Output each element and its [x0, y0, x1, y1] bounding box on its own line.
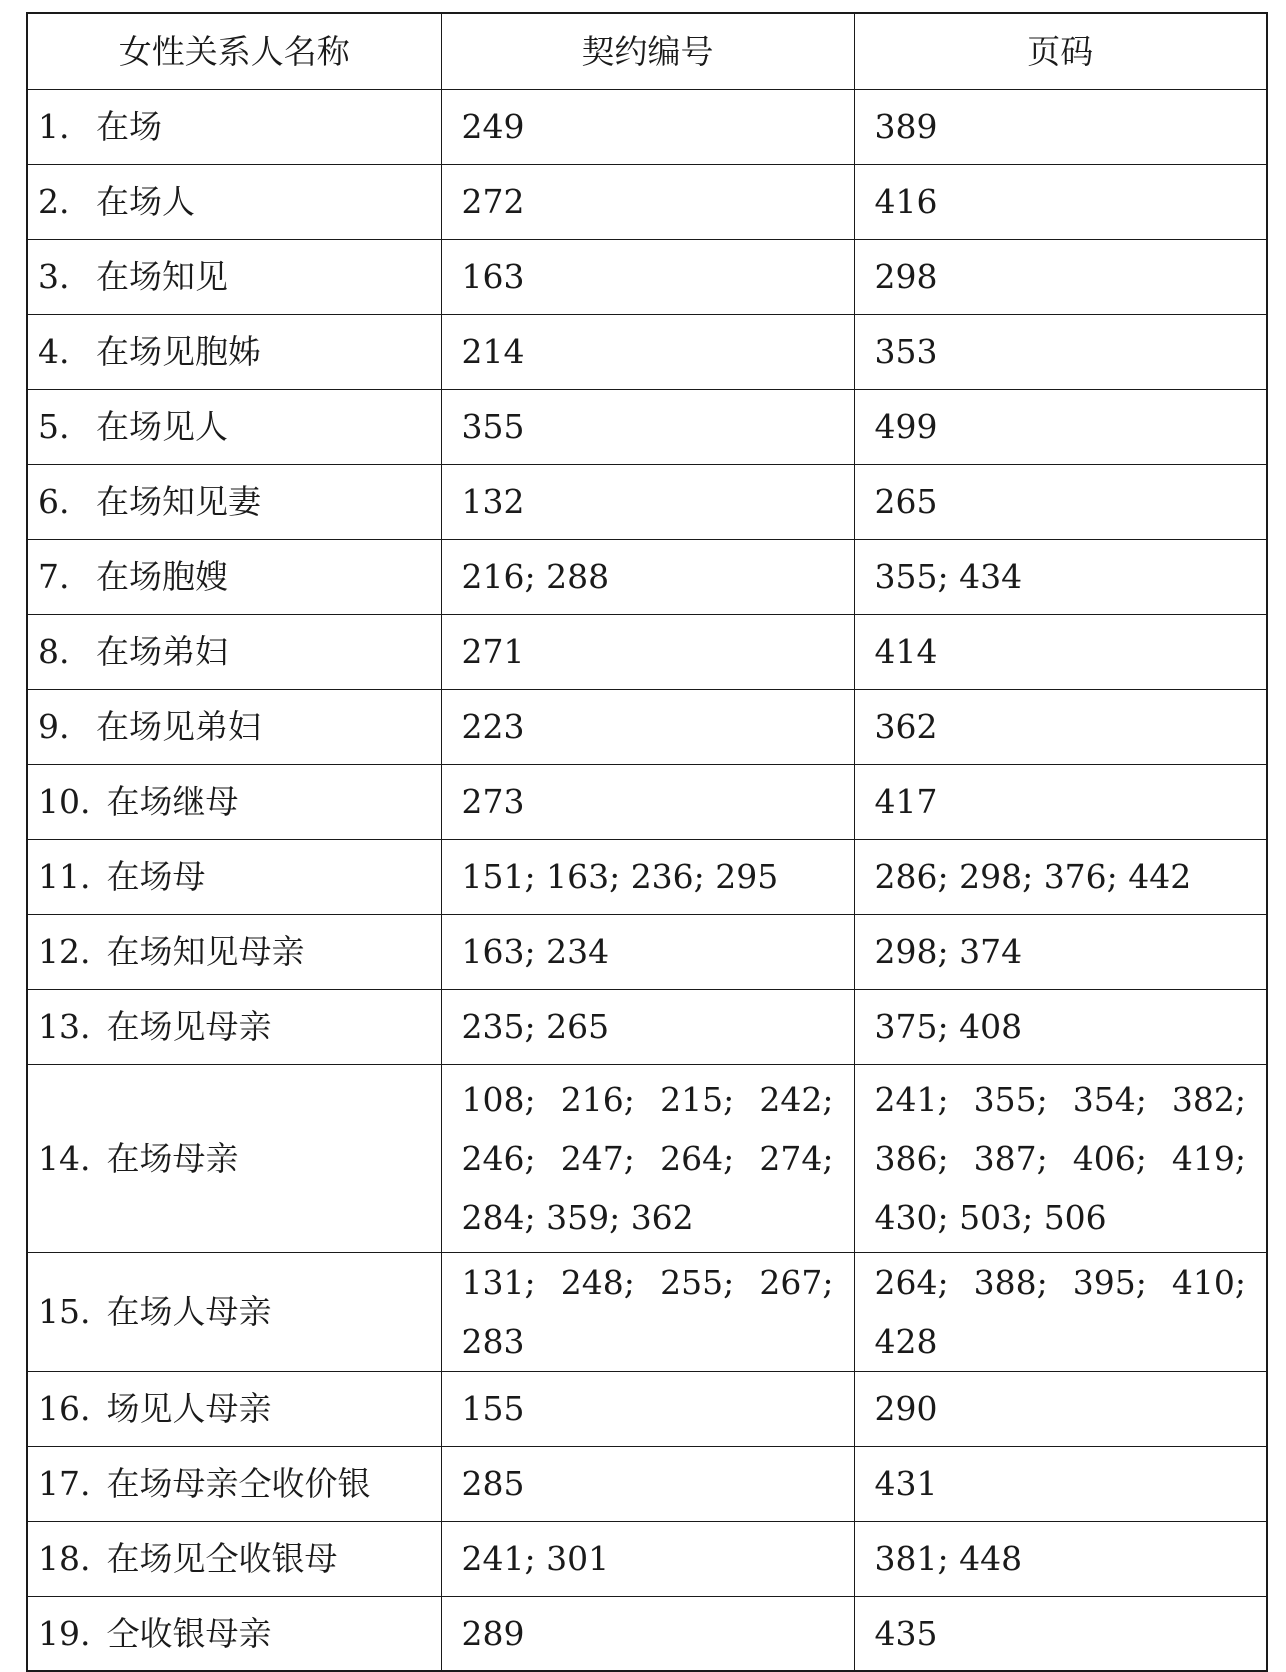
table-row: [27, 1252, 1267, 1371]
row-contract-no: 241; 301: [441, 1521, 854, 1596]
row-contract-no: 272: [441, 164, 854, 239]
row-contract-no: 289: [441, 1596, 854, 1671]
row-index: 8.: [38, 632, 70, 671]
row-name: 场见人母亲: [106, 1389, 272, 1428]
row-name-cell: [27, 1446, 441, 1521]
row-name: 仝收银母亲: [106, 1613, 272, 1653]
row-page: 298; 374: [854, 914, 1267, 989]
row-name-cell: [27, 314, 441, 389]
row-name: 在场胞嫂: [95, 557, 228, 596]
row-contract-no: 131; 248; 255; 267; 283: [441, 1252, 854, 1371]
table-row: [27, 989, 1267, 1064]
table-row: [27, 1446, 1267, 1521]
row-index: 10.: [38, 782, 91, 821]
row-name: 在场母: [106, 857, 206, 896]
row-contract-no: 214: [441, 314, 854, 389]
row-name: 在场知见母亲: [106, 932, 305, 971]
row-name-cell: [27, 89, 441, 164]
row-contract-no: 271: [441, 614, 854, 689]
row-index: 13.: [38, 1007, 91, 1046]
row-index: 17.: [38, 1464, 91, 1503]
row-index: 9.: [38, 707, 70, 746]
row-name-cell: [27, 614, 441, 689]
row-name-cell: [27, 164, 441, 239]
row-contract-no: 163; 234: [441, 914, 854, 989]
row-contract-no: 155: [441, 1371, 854, 1446]
row-contract-no: 223: [441, 689, 854, 764]
row-index: 19.: [38, 1613, 91, 1653]
row-name: 在场见母亲: [106, 1007, 272, 1046]
row-index: 5.: [38, 407, 70, 446]
header-page: 页码: [854, 13, 1267, 89]
row-name: 在场: [95, 107, 162, 146]
row-page: 290: [854, 1371, 1267, 1446]
row-contract-no: 273: [441, 764, 854, 839]
row-index: 11.: [38, 857, 91, 896]
row-page: 241; 355; 354; 382; 386; 387; 406; 419; 430; 503; 506: [854, 1064, 1267, 1252]
row-page: 417: [854, 764, 1267, 839]
row-name: 在场见弟妇: [95, 707, 261, 746]
row-name: 在场知见: [95, 257, 228, 296]
row-name-cell: [27, 914, 441, 989]
row-page: 264; 388; 395; 410; 428: [854, 1252, 1267, 1371]
table-row: [27, 764, 1267, 839]
row-name-cell: [27, 464, 441, 539]
table-row: [27, 239, 1267, 314]
row-index: 15.: [38, 1292, 91, 1331]
row-name: 在场见人: [95, 407, 228, 446]
row-contract-no: 235; 265: [441, 989, 854, 1064]
header-row: [27, 13, 1267, 89]
row-name-cell: [27, 239, 441, 314]
row-page: 414: [854, 614, 1267, 689]
row-name-cell: [27, 1064, 441, 1252]
row-name: 在场母亲仝收价银: [106, 1464, 371, 1503]
table-row: [27, 389, 1267, 464]
row-index: 6.: [38, 482, 70, 521]
row-name-cell: [27, 989, 441, 1064]
row-contract-no: 249: [441, 89, 854, 164]
row-page: 389: [854, 89, 1267, 164]
row-contract-no: 163: [441, 239, 854, 314]
row-name: 在场人母亲: [106, 1292, 272, 1331]
header-name: 女性关系人名称: [27, 13, 441, 89]
row-page: 298: [854, 239, 1267, 314]
table-row: [27, 1371, 1267, 1446]
row-name-cell: [27, 1252, 441, 1371]
row-name-cell: [27, 764, 441, 839]
row-index: 3.: [38, 257, 70, 296]
row-contract-no: 355: [441, 389, 854, 464]
row-name-cell: [27, 1596, 441, 1671]
row-contract-no: 151; 163; 236; 295: [441, 839, 854, 914]
row-name-cell: [27, 839, 441, 914]
row-page: 431: [854, 1446, 1267, 1521]
row-contract-no: 216; 288: [441, 539, 854, 614]
row-index: 1.: [38, 107, 70, 146]
table-row: [27, 839, 1267, 914]
table-row: [27, 914, 1267, 989]
row-page: 435: [854, 1596, 1267, 1671]
table-row: [27, 539, 1267, 614]
row-name: 在场人: [95, 182, 195, 221]
row-index: 14.: [38, 1138, 91, 1178]
row-contract-no: 132: [441, 464, 854, 539]
row-index: 7.: [38, 557, 70, 596]
row-name-cell: [27, 1371, 441, 1446]
row-page: 381; 448: [854, 1521, 1267, 1596]
row-name: 在场知见妻: [95, 482, 261, 521]
row-page: 286; 298; 376; 442: [854, 839, 1267, 914]
row-name-cell: [27, 689, 441, 764]
row-name: 在场母亲: [106, 1138, 239, 1178]
header-contract-no: 契约编号: [441, 13, 854, 89]
row-name-cell: [27, 1521, 441, 1596]
row-name-cell: [27, 389, 441, 464]
row-name: 在场弟妇: [95, 632, 228, 671]
table-row: [27, 314, 1267, 389]
row-index: 16.: [38, 1389, 91, 1428]
table-row: [27, 1596, 1267, 1671]
row-page: 416: [854, 164, 1267, 239]
row-name: 在场继母: [106, 782, 239, 821]
row-page: 375; 408: [854, 989, 1267, 1064]
row-name: 在场见胞姊: [95, 332, 261, 371]
row-page: 265: [854, 464, 1267, 539]
table-row: [27, 464, 1267, 539]
table-row: [27, 164, 1267, 239]
table-row: [27, 89, 1267, 164]
row-name: 在场见仝收银母: [106, 1539, 338, 1578]
row-index: 18.: [38, 1539, 91, 1578]
table-row: [27, 614, 1267, 689]
row-contract-no: 285: [441, 1446, 854, 1521]
row-name-cell: [27, 539, 441, 614]
row-page: 499: [854, 389, 1267, 464]
row-index: 2.: [38, 182, 70, 221]
row-contract-no: 108; 216; 215; 242; 246; 247; 264; 274; 284; 359; 362: [441, 1064, 854, 1252]
row-index: 4.: [38, 332, 70, 371]
table-row: [27, 1521, 1267, 1596]
table-row: [27, 1064, 1267, 1252]
row-page: 355; 434: [854, 539, 1267, 614]
table-row: [27, 689, 1267, 764]
row-index: 12.: [38, 932, 91, 971]
female-relations-table: [26, 12, 1268, 1672]
row-page: 362: [854, 689, 1267, 764]
row-page: 353: [854, 314, 1267, 389]
